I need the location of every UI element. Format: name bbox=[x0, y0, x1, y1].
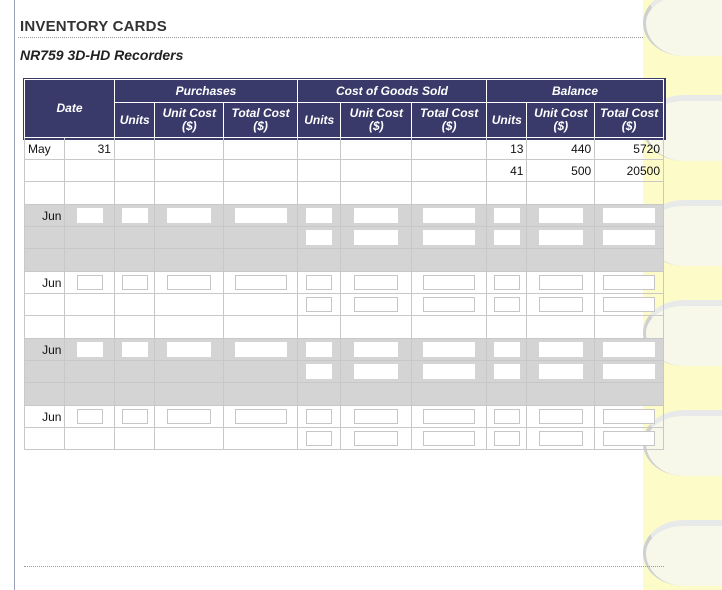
purchases-unit-cost-input[interactable] bbox=[167, 275, 211, 290]
cogs-total-cost-input[interactable] bbox=[423, 431, 475, 446]
cogs-total-cost-input[interactable] bbox=[423, 364, 475, 379]
balance-units-input[interactable] bbox=[494, 297, 520, 312]
cogs-total-cost-input[interactable] bbox=[423, 342, 475, 357]
cogs-total-cost-input[interactable] bbox=[423, 275, 475, 290]
title-divider bbox=[18, 37, 643, 38]
cogs-units-input[interactable] bbox=[306, 431, 332, 446]
unit-cost-header: Unit Cost ($) bbox=[341, 103, 412, 138]
table-row bbox=[25, 339, 664, 361]
table-row bbox=[25, 294, 664, 316]
balance-total-cost-input[interactable] bbox=[603, 431, 655, 446]
unit-cost-header: Unit Cost ($) bbox=[155, 103, 224, 138]
day-input[interactable] bbox=[77, 409, 103, 424]
table-row bbox=[25, 160, 664, 182]
balance-unit-cost-input[interactable] bbox=[539, 208, 583, 223]
day-input[interactable] bbox=[77, 208, 103, 223]
units-header: Units bbox=[114, 103, 154, 138]
date-header: Date bbox=[25, 80, 115, 138]
purchases-unit-cost-input[interactable] bbox=[167, 342, 211, 357]
cogs-units-input[interactable] bbox=[306, 342, 332, 357]
balance-total-cost-input[interactable] bbox=[603, 409, 655, 424]
balance-total-cost-input[interactable] bbox=[603, 275, 655, 290]
total-cost-header: Total Cost ($) bbox=[595, 103, 664, 138]
cogs-unit-cost-input[interactable] bbox=[354, 297, 398, 312]
table-row bbox=[25, 361, 664, 383]
balance-total-cost: 20500 bbox=[595, 160, 664, 182]
cogs-total-cost-input[interactable] bbox=[423, 230, 475, 245]
total-cost-header: Total Cost ($) bbox=[224, 103, 298, 138]
page-title: INVENTORY CARDS bbox=[20, 18, 167, 35]
table-row bbox=[25, 205, 664, 227]
table-bottom-divider bbox=[24, 566, 664, 567]
cogs-unit-cost-input[interactable] bbox=[354, 275, 398, 290]
table-row bbox=[25, 428, 664, 450]
left-border bbox=[14, 0, 15, 590]
date-month: Jun bbox=[25, 406, 65, 428]
purchases-unit-cost-input[interactable] bbox=[167, 409, 211, 424]
date-month: Jun bbox=[25, 339, 65, 361]
balance-total-cost-input[interactable] bbox=[603, 208, 655, 223]
date-month: May bbox=[25, 138, 65, 160]
unit-cost-header: Unit Cost ($) bbox=[527, 103, 595, 138]
cogs-units-input[interactable] bbox=[306, 230, 332, 245]
cogs-units-input[interactable] bbox=[306, 364, 332, 379]
table-row bbox=[25, 227, 664, 249]
cogs-unit-cost-input[interactable] bbox=[354, 431, 398, 446]
cogs-unit-cost-input[interactable] bbox=[354, 409, 398, 424]
cogs-units-input[interactable] bbox=[306, 409, 332, 424]
balance-units-input[interactable] bbox=[494, 342, 520, 357]
balance-unit-cost-input[interactable] bbox=[539, 297, 583, 312]
balance-total-cost-input[interactable] bbox=[603, 342, 655, 357]
balance-total-cost-input[interactable] bbox=[603, 230, 655, 245]
cogs-units-input[interactable] bbox=[306, 275, 332, 290]
purchases-unit-cost-input[interactable] bbox=[167, 208, 211, 223]
cogs-unit-cost-input[interactable] bbox=[354, 364, 398, 379]
purchases-units-input[interactable] bbox=[122, 208, 148, 223]
balance-unit-cost-input[interactable] bbox=[539, 431, 583, 446]
day-input[interactable] bbox=[77, 342, 103, 357]
purchases-units-input[interactable] bbox=[122, 342, 148, 357]
purchases-units-input[interactable] bbox=[122, 275, 148, 290]
table-row bbox=[25, 406, 664, 428]
table-row bbox=[25, 272, 664, 294]
balance-units-input[interactable] bbox=[494, 431, 520, 446]
date-month: Jun bbox=[25, 205, 65, 227]
balance-unit-cost: 500 bbox=[527, 160, 595, 182]
cogs-unit-cost-input[interactable] bbox=[354, 208, 398, 223]
cogs-header: Cost of Goods Sold bbox=[297, 80, 486, 103]
units-header: Units bbox=[487, 103, 527, 138]
balance-unit-cost-input[interactable] bbox=[539, 342, 583, 357]
balance-units-input[interactable] bbox=[494, 409, 520, 424]
table-row bbox=[25, 138, 664, 160]
balance-unit-cost: 440 bbox=[527, 138, 595, 160]
balance-unit-cost-input[interactable] bbox=[539, 364, 583, 379]
balance-unit-cost-input[interactable] bbox=[539, 409, 583, 424]
balance-units-input[interactable] bbox=[494, 275, 520, 290]
balance-units-input[interactable] bbox=[494, 230, 520, 245]
purchases-total-cost-input[interactable] bbox=[235, 208, 287, 223]
cogs-total-cost-input[interactable] bbox=[423, 297, 475, 312]
balance-unit-cost-input[interactable] bbox=[539, 230, 583, 245]
balance-units-input[interactable] bbox=[494, 364, 520, 379]
total-cost-header: Total Cost ($) bbox=[412, 103, 487, 138]
cogs-total-cost-input[interactable] bbox=[423, 409, 475, 424]
balance-total-cost-input[interactable] bbox=[603, 364, 655, 379]
balance-unit-cost-input[interactable] bbox=[539, 275, 583, 290]
cogs-total-cost-input[interactable] bbox=[423, 208, 475, 223]
balance-units-input[interactable] bbox=[494, 208, 520, 223]
cogs-unit-cost-input[interactable] bbox=[354, 230, 398, 245]
cogs-units-input[interactable] bbox=[306, 297, 332, 312]
purchases-total-cost-input[interactable] bbox=[235, 342, 287, 357]
balance-total-cost-input[interactable] bbox=[603, 297, 655, 312]
purchases-total-cost-input[interactable] bbox=[235, 409, 287, 424]
inventory-card-table bbox=[24, 79, 664, 450]
product-subtitle: NR759 3D-HD Recorders bbox=[20, 47, 184, 63]
date-month: Jun bbox=[25, 272, 65, 294]
purchases-total-cost-input[interactable] bbox=[235, 275, 287, 290]
cogs-unit-cost-input[interactable] bbox=[354, 342, 398, 357]
balance-header: Balance bbox=[487, 80, 664, 103]
balance-units: 41 bbox=[487, 160, 527, 182]
cogs-units-input[interactable] bbox=[306, 208, 332, 223]
day-input[interactable] bbox=[77, 275, 103, 290]
date-day: 31 bbox=[65, 138, 115, 160]
balance-units: 13 bbox=[487, 138, 527, 160]
purchases-header: Purchases bbox=[114, 80, 297, 103]
units-header: Units bbox=[297, 103, 340, 138]
purchases-units-input[interactable] bbox=[122, 409, 148, 424]
balance-total-cost: 5720 bbox=[595, 138, 664, 160]
